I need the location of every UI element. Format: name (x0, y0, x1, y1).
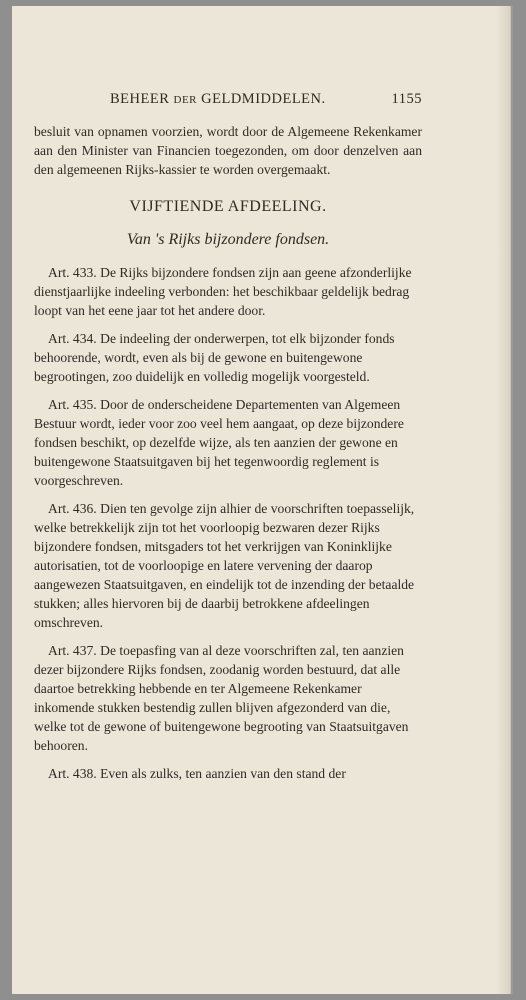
article-text: Door de onderscheidene Departementen van Algemeen Bestuur wordt, ieder voor zoo veel hem aangaat, op deze bijzondere fondsen beschikt, op dezelfde wijze, als ten aanzien der gewone en buitengewone Staatsuitgaven bij het tegenwoordig reglement is voorgeschreven. (34, 397, 404, 488)
section-subtitle: Van 's Rijks bijzondere fondsen. (126, 231, 330, 248)
article-text: De indeeling der onderwerpen, tot elk bijzonder fonds behoorende, wordt, even als bij de gewone en buitengewone begrootingen, zoo duidelijk en volledig mogelijk voorgesteld. (34, 331, 395, 384)
article-label: Art. 438. (48, 766, 97, 781)
intro-paragraph: besluit van opnamen voorzien, wordt door de Algemeene Rekenkamer aan den Minister van Financien toegezonden, om door denzelven aan den algemeenen Rijks-kassier te worden overgemaakt. (34, 124, 422, 177)
article-text: De toepasfing van al deze voorschriften zal, ten aanzien dezer bijzondere Rijks fondsen, zoodanig worden bestuurd, dat alle daartoe betrekking hebbende en ter Algemeene Rekenkamer inkomende stukken bestendig zullen blijven afgezonderd van die, welke tot de gewone of buitengewone begrooting van Staatsuitgaven behooren. (34, 643, 409, 753)
article-435 (34, 395, 422, 490)
running-title: BEHEER DER GELDMIDDELEN. (110, 91, 326, 107)
page-number: 1155 (391, 91, 422, 107)
running-header (110, 90, 422, 110)
article-label: Art. 435. (48, 397, 97, 412)
article-text: De Rijks bijzondere fondsen zijn aan geene afzonderlijke dienstjaarlijke indeeling verbonden: het beschikbaar geldelijk bedrag loopt van het eene jaar tot het andere door. (34, 265, 412, 318)
article-label: Art. 436. (48, 501, 97, 516)
article-436 (34, 499, 422, 632)
section-title: VIJFTIENDE AFDEELING. (129, 198, 327, 215)
article-text: Dien ten gevolge zijn alhier de voorschriften toepasselijk, welke betrekkelijk zijn tot het voorloopig bezwaren dezer Rijks bijzondere fondsen, mitsgaders tot het verkrijgen van Koninklijke autorisatien, tot de voorloopige en latere vervening der daarop aangewezen Staatsuitgaven, en eindelijk tot de inzending der betaalde stukken; alles hiervoren bij de daarbij betrokkene afdeelingen omschreven. (34, 501, 415, 630)
book-page (12, 6, 510, 994)
page-content (34, 90, 422, 783)
article-438 (34, 764, 422, 783)
article-433 (34, 263, 422, 320)
article-label: Art. 434. (48, 331, 97, 346)
article-437 (34, 641, 422, 755)
page-edge-shading (496, 6, 510, 994)
article-label: Art. 437. (48, 643, 97, 658)
article-text: Even als zulks, ten aanzien van den stand der (100, 766, 346, 781)
article-434 (34, 329, 422, 386)
article-label: Art. 433. (48, 265, 97, 280)
